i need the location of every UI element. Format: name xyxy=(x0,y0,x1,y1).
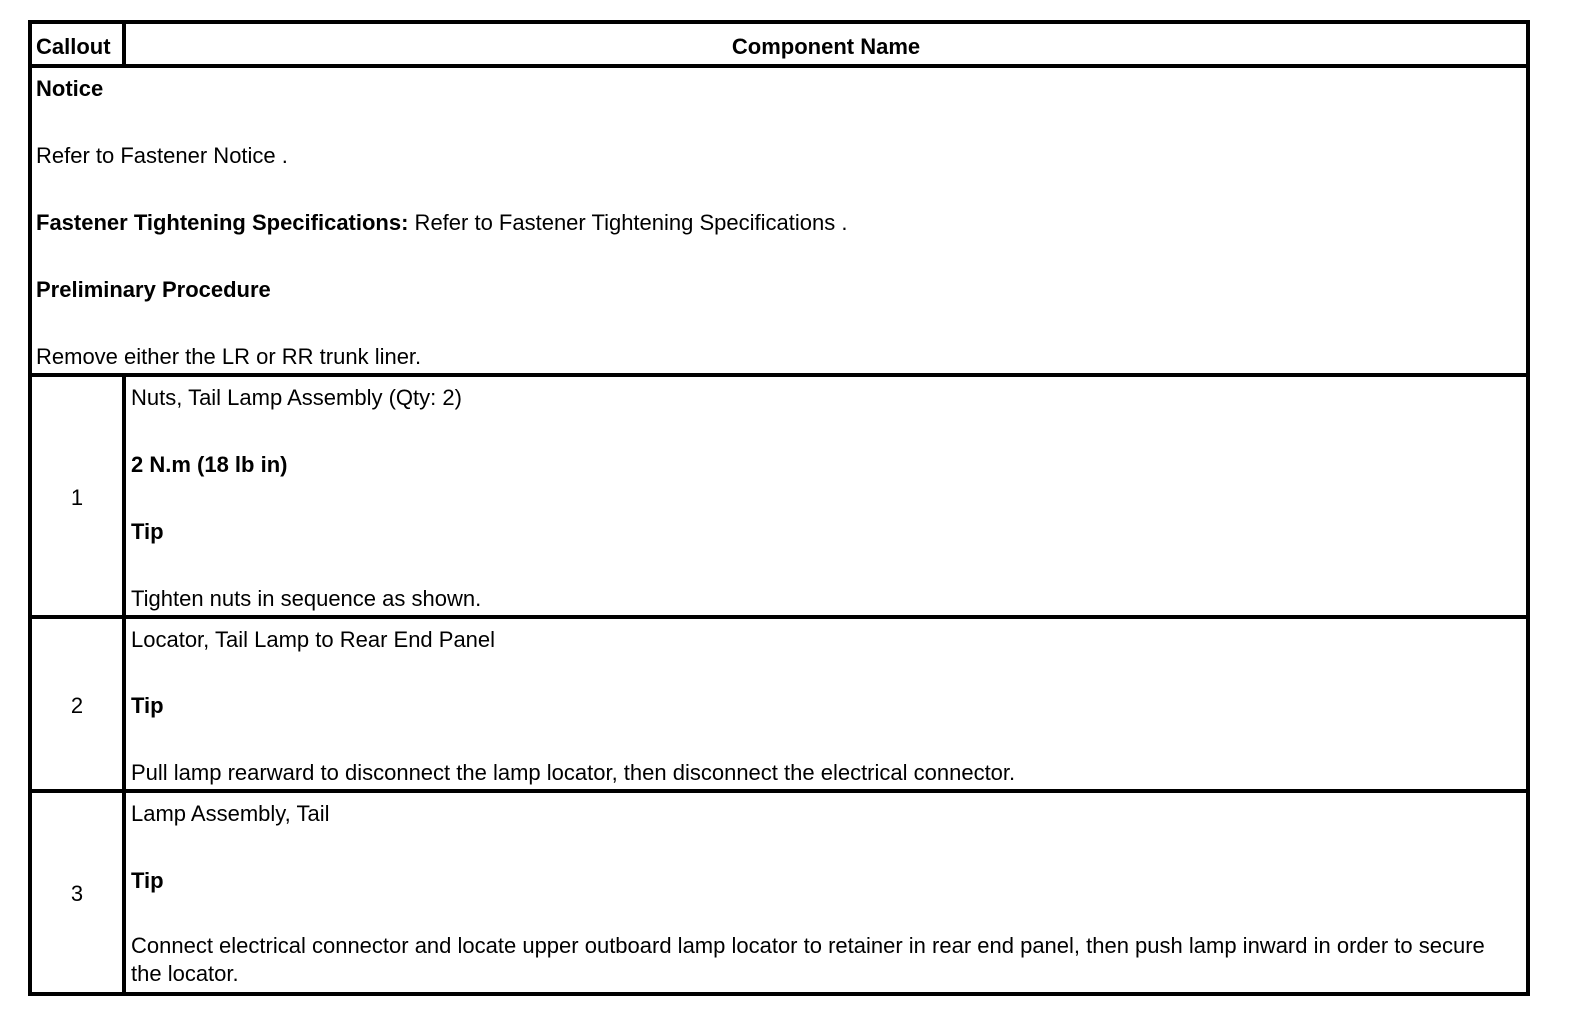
preliminary-procedure-title: Preliminary Procedure xyxy=(36,277,271,302)
tip-label: Tip xyxy=(131,693,164,718)
table-row xyxy=(32,619,1526,793)
component-cell xyxy=(126,377,1526,615)
fastener-spec-text: Refer to Fastener Tightening Specifications . xyxy=(408,210,848,235)
callout-cell xyxy=(32,377,126,615)
component-table xyxy=(28,20,1530,996)
callout-number: 1 xyxy=(70,485,84,510)
fastener-spec-line xyxy=(36,210,847,236)
fastener-spec-label: Fastener Tightening Specifications: xyxy=(36,210,409,235)
tip-label: Tip xyxy=(131,519,164,544)
table-header-row xyxy=(32,24,1526,68)
notice-title: Notice xyxy=(36,76,104,101)
component-cell xyxy=(126,619,1526,789)
tip-text: Tighten nuts in sequence as shown. xyxy=(131,586,482,611)
tip-label: Tip xyxy=(131,868,164,893)
table-row xyxy=(32,377,1526,619)
notice-refer-text: Refer to Fastener Notice . xyxy=(36,143,288,168)
callout-number: 2 xyxy=(70,693,84,718)
tip-text: Connect electrical connector and locate upper outboard lamp locator to retainer in rear end panel, then push lamp inward in order to secure the locator. xyxy=(131,933,1485,986)
component-name: Nuts, Tail Lamp Assembly (Qty: 2) xyxy=(131,385,462,410)
callout-number: 3 xyxy=(70,881,84,906)
tip-text: Pull lamp rearward to disconnect the lamp locator, then disconnect the electrical connector. xyxy=(131,760,1016,785)
component-name: Lamp Assembly, Tail xyxy=(131,801,330,826)
torque-spec: 2 N.m (18 lb in) xyxy=(131,452,288,477)
header-callout-cell xyxy=(32,24,126,64)
callout-cell xyxy=(32,619,126,789)
notice-row xyxy=(32,68,1526,377)
component-cell xyxy=(126,793,1526,992)
header-component-name-cell xyxy=(126,24,1526,64)
callout-cell xyxy=(32,793,126,992)
header-component-name-label: Component Name xyxy=(731,34,921,59)
table-row xyxy=(32,793,1526,992)
header-callout-label: Callout xyxy=(36,34,111,59)
preliminary-procedure-text: Remove either the LR or RR trunk liner. xyxy=(36,344,422,369)
component-name: Locator, Tail Lamp to Rear End Panel xyxy=(131,627,496,652)
